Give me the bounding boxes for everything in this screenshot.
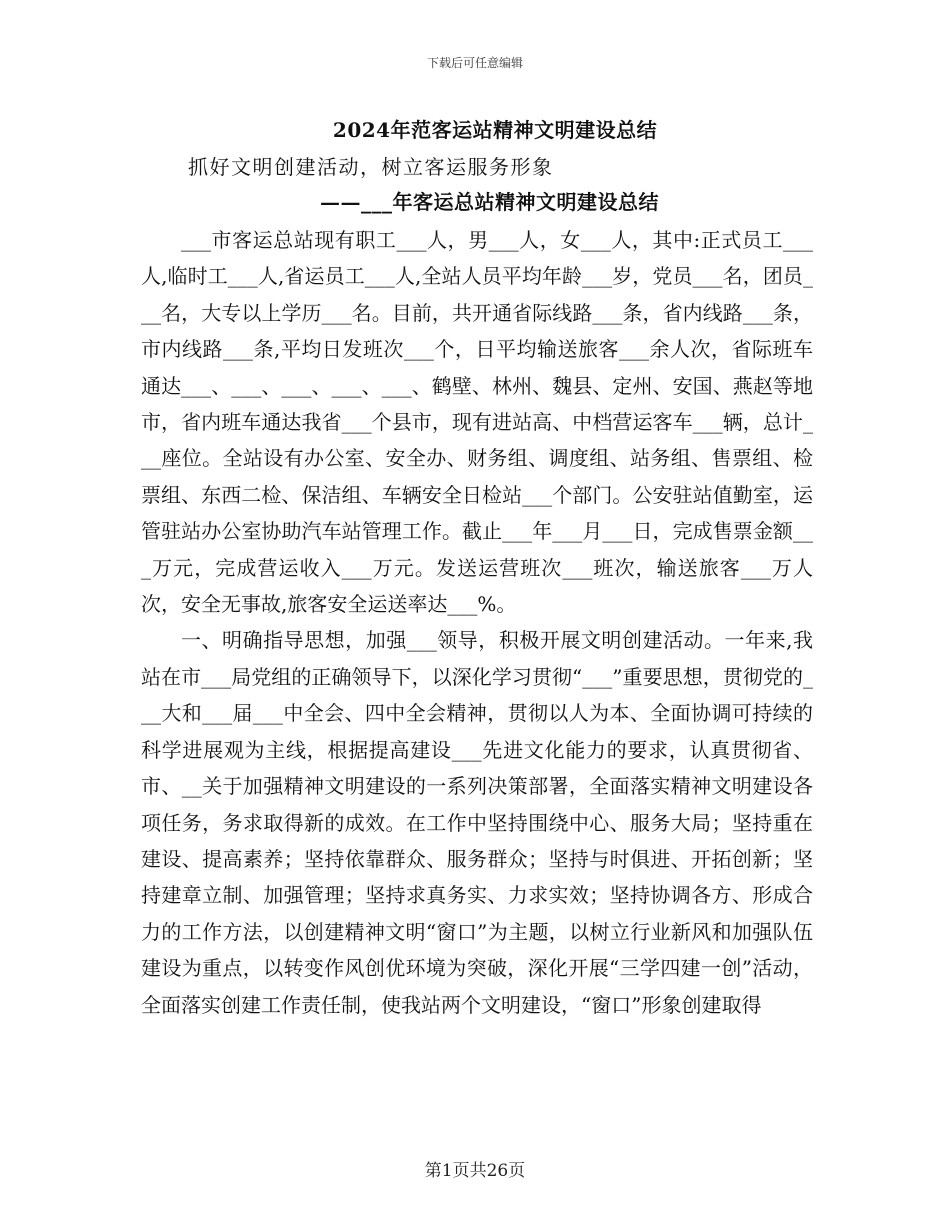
document-subtitle-secondary: ——___年客运总站精神文明建设总结: [320, 190, 659, 214]
document-subtitle: 抓好文明创建活动，树立客运服务形象: [188, 155, 554, 179]
document-title: 2024年范客运站精神文明建设总结: [332, 118, 658, 142]
page-number-footer: 第1页共26页: [424, 1161, 526, 1181]
page-header-note: 下载后可任意编辑: [426, 56, 523, 70]
document-body: [141, 222, 813, 1023]
body-paragraph-staff-overview: ___市客运总站现有职工___人，男___人，女___人，其中:正式员工___人,临时工___人,省运员工___人,全站人员平均年龄___岁，党员___名，团员___名，大专以上学历___名。目前，共开通省际线路___条，省内线路___条，市内线路___条,平均日发班次___个，日平均输送旅客___余人次，省际班车通达___、___、___、___、___、鹤壁、林州、魏县、定州、安国、燕赵等地市，省内班车通达我省___个县市，现有进站高、中档营运客车___辆，总计___座位。全站设有办公室、安全办、财务组、调度组、站务组、售票组、检票组、东西二检、保洁组、车辆安全日检站___个部门。公安驻站值勤室，运管驻站办公室协助汽车站管理工作。截止___年___月___日，完成售票金额___万元，完成营运收入___万元。发送运营班次___班次，输送旅客___万人次，安全无事故,旅客安全运送率达___%。: [141, 228, 813, 617]
body-paragraph-guiding-ideology: 一、明确指导思想，加强___领导，积极开展文明创建活动。一年来,我站在市___局党组的正确领导下，以深化学习贯彻“___”重要思想，贯彻党的___大和___届___中全会、四中全会精神，贯彻以人为本、全面协调可持续的科学进展观为主线，根据提高建设___先进文化能力的要求，认真贯彻省、市、__关于加强精神文明建设的一系列决策部署，全面落实精神文明建设各项任务，务求取得新的成效。在工作中坚持围绕中心、服务大局；坚持重在建设、提高素养；坚持依靠群众、服务群众；坚持与时俱进、开拓创新；坚持建章立制、加强管理；坚持求真务实、力求实效；坚持协调各方、形成合力的工作方法，以创建精神文明“窗口”为主题，以树立行业新风和加强队伍建设为重点，以转变作风创优环境为突破，深化开展“三学四建一创”活动，全面落实创建工作责任制，使我站两个文明建设，“窗口”形象创建取得: [141, 628, 813, 1017]
